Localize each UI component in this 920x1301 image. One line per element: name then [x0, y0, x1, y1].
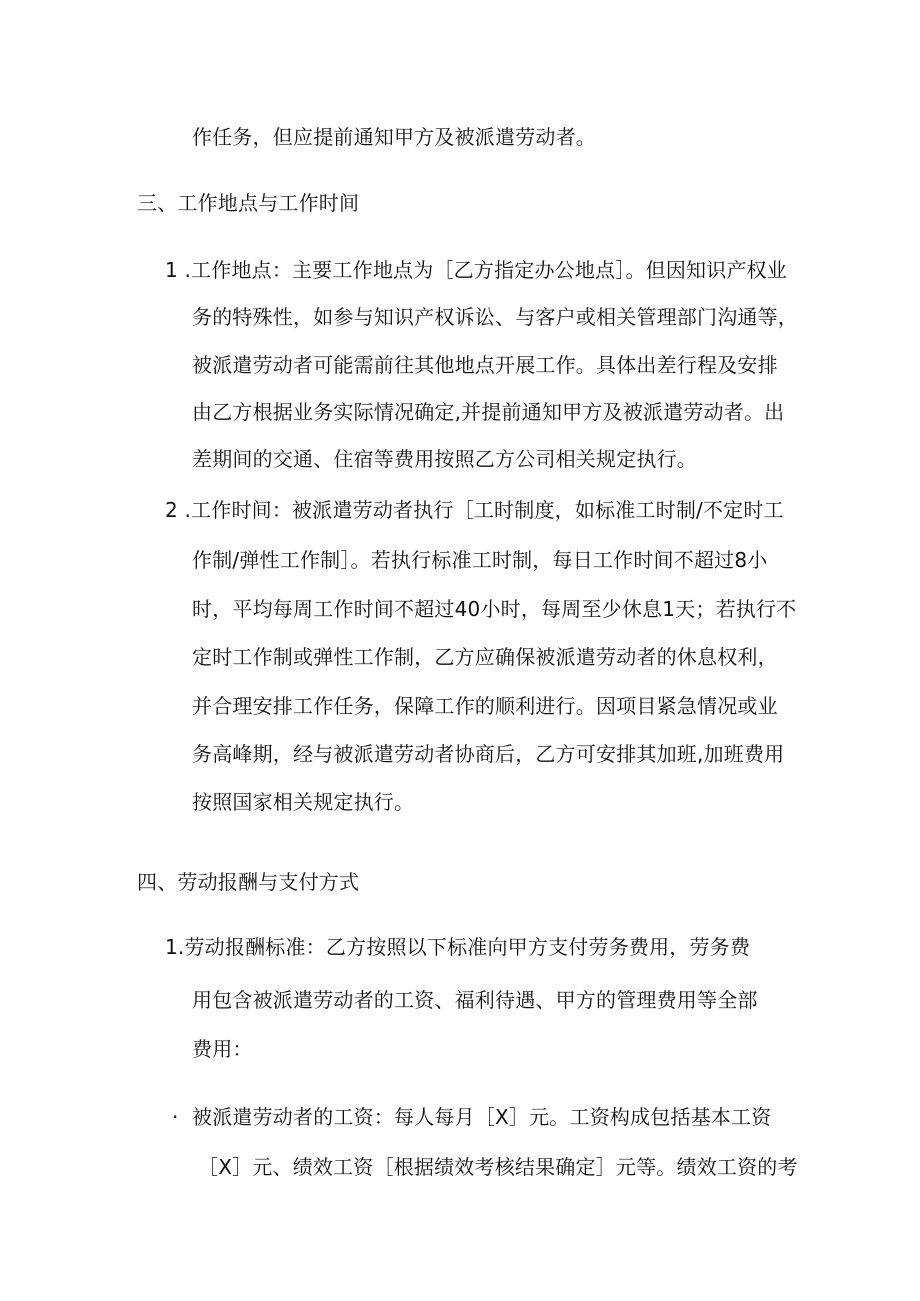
- section-heading-4: 四、劳动报酬与支付方式: [137, 870, 360, 894]
- section3-item2-line1: 2 .工作时间：被派遣劳动者执行［工时制度，如标准工时制/不定时工: [165, 498, 784, 522]
- section4-bullet1-line1: 被派遣劳动者的工资：每人每月［X］元。工资构成包括基本工资: [192, 1105, 772, 1129]
- section3-item2-line7: 按照国家相关规定执行。: [192, 790, 415, 814]
- section3-item2-line3: 时，平均每周工作时间不超过40小时，每周至少休息1天；若执行不: [192, 597, 797, 621]
- section4-item1-line2: 用包含被派遣劳动者的工资、福利待遇、甲方的管理费用等全部: [192, 988, 758, 1012]
- section4-bullet1-line2: ［X］元、绩效工资［根据绩效考核结果确定］元等。绩效工资的考: [198, 1155, 798, 1179]
- section3-item1-line2: 务的特殊性，如参与知识产权诉讼、与客户或相关管理部门沟通等，: [192, 305, 798, 329]
- paragraph-continuation: 作任务，但应提前通知甲方及被派遣劳动者。: [192, 125, 596, 149]
- section3-item2-line5: 并合理安排工作任务，保障工作的顺利进行。因项目紧急情况或业: [192, 694, 778, 718]
- section3-item1-line1: 1 .工作地点：主要工作地点为［乙方指定办公地点］。但因知识产权业: [165, 258, 788, 282]
- section3-item1-line4: 由乙方根据业务实际情况确定,并提前通知甲方及被派遣劳动者。出: [192, 400, 785, 424]
- section3-item2-line4: 定时工作制或弹性工作制，乙方应确保被派遣劳动者的休息权利，: [192, 645, 778, 669]
- section4-item1-line1: 1.劳动报酬标准：乙方按照以下标准向甲方支付劳务费用，劳务费: [165, 935, 751, 959]
- section3-item2-line6: 务高峰期，经与被派遣劳动者协商后，乙方可安排其加班,加班费用: [192, 742, 785, 766]
- section3-item2-line2: 作制/弹性工作制］。若执行标准工时制，每日工作时间不超过8小: [192, 548, 768, 572]
- section3-item1-line5: 差期间的交通、住宿等费用按照乙方公司相关规定执行。: [192, 447, 697, 471]
- section-heading-3: 三、工作地点与工作时间: [137, 191, 360, 215]
- section4-item1-line3: 费用：: [192, 1037, 253, 1061]
- section3-item1-line3: 被派遣劳动者可能需前往其他地点开展工作。具体出差行程及安排: [192, 353, 778, 377]
- bullet-dot: ·: [172, 1105, 179, 1129]
